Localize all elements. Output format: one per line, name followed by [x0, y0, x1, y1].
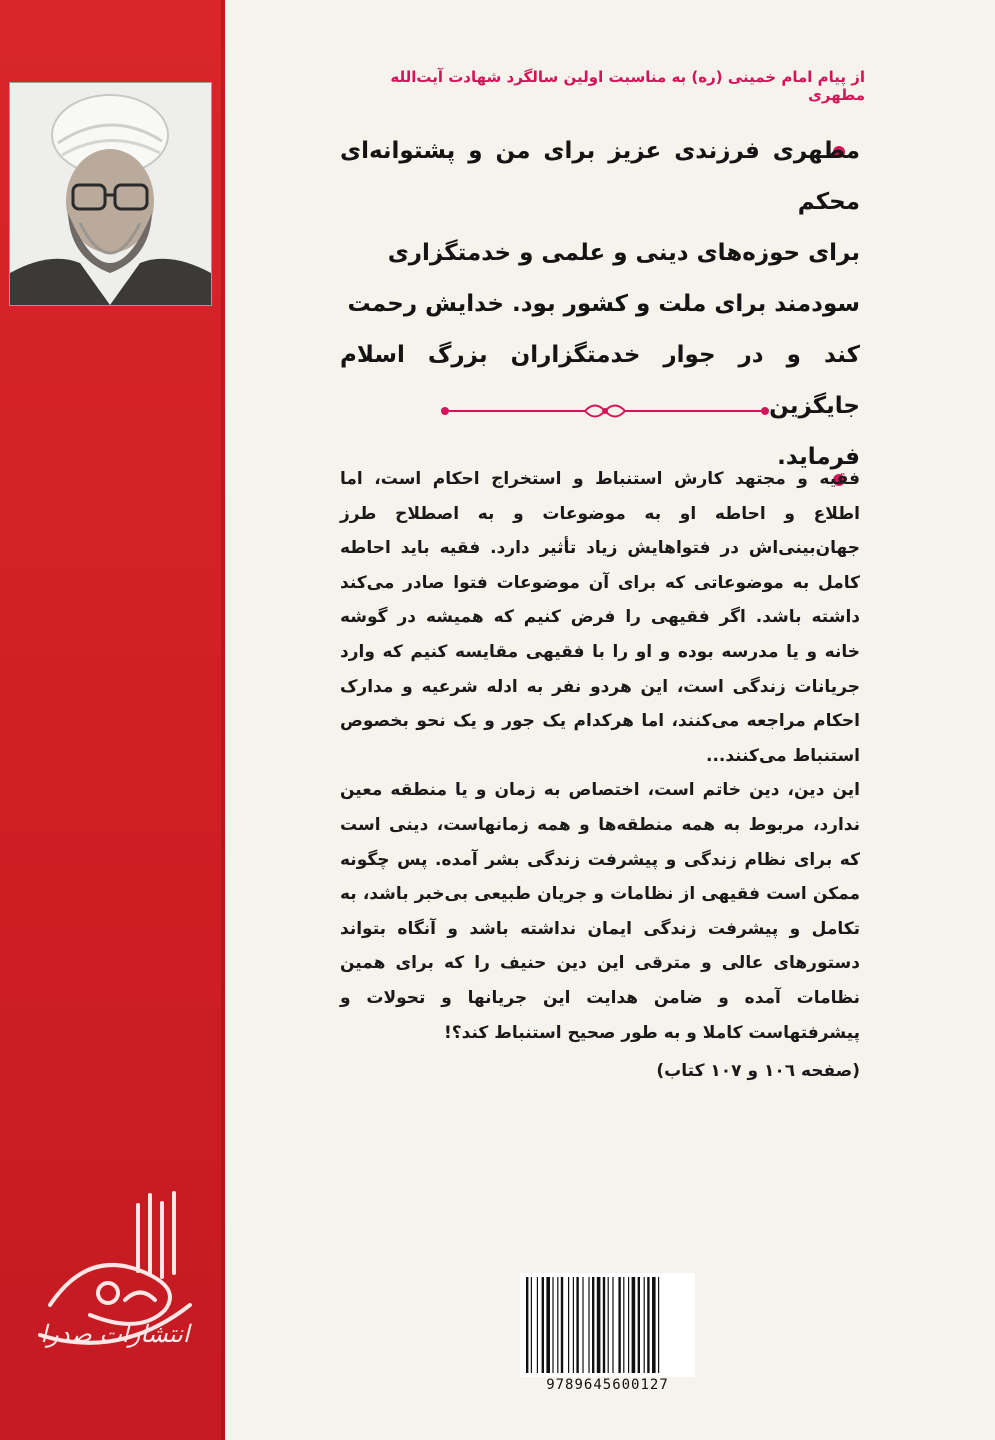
page-citation: (صفحه ١٠٦ و ١٠٧ کتاب)	[656, 1061, 860, 1082]
isbn-number: 9789645600127	[546, 1377, 669, 1393]
khomeini-quote	[340, 126, 860, 483]
excerpt-paragraph: فقیه و مجتهد کارش استنباط و استخراج احکام است، اما اطلاع و احاطه او به موضوعات و به اصطلاح طرز جهان‌بینی‌اش در فتواهایش زیاد تأثیر دارد. فقیه باید احاطه کامل به موضوعاتی که برای آن موضوعات فتوا صادر می‌کند داشته باشد. اگر فقیهی را فرض کنیم که همیشه در گوشه خانه و یا مدرسه بوده و او را با فقیهی مقایسه کنیم که وارد جریانات زندگی است، این هردو نفر به ادله شرعیه و مدارک احکام مراجعه می‌کنند، اما هرکدام یک جور و یک نحو بخصوص استنباط می‌کنند...	[340, 469, 860, 766]
header-quote-source: از پیام امام خمینی (ره) به مناسبت اولین سالگرد شهادت آیت‌الله مطهری	[390, 68, 865, 104]
barcode-bar	[603, 1277, 605, 1373]
author-portrait	[9, 82, 212, 306]
barcode-bar	[561, 1277, 563, 1373]
ornament-divider-icon	[435, 398, 775, 424]
barcode-bar	[557, 1277, 558, 1373]
barcode-bar	[573, 1277, 574, 1373]
barcode-bar	[592, 1277, 594, 1373]
quote-line: سودمند برای ملت و کشور بود. خدایش رحمت	[347, 291, 860, 317]
quote-line: مطهری فرزندی عزیز برای من و پشتوانه‌ای محکم	[340, 138, 860, 215]
barcode-bar	[576, 1277, 578, 1373]
barcode-bar	[526, 1277, 528, 1373]
barcode-icon	[520, 1273, 695, 1377]
barcode-bar	[588, 1277, 589, 1373]
barcode-bar	[537, 1277, 538, 1373]
barcode-bar	[647, 1277, 649, 1373]
barcode-bar	[546, 1277, 550, 1373]
barcode-bar	[623, 1277, 624, 1373]
quote-line: کند و در جوار خدمتگزاران بزرگ اسلام جایگزین	[340, 342, 860, 419]
barcode-bar	[658, 1277, 659, 1373]
quote-line: فرماید.	[777, 444, 860, 470]
barcode-bar	[632, 1277, 636, 1373]
barcode-bar	[597, 1277, 601, 1373]
barcode-bar	[552, 1277, 553, 1373]
barcode-bar	[652, 1277, 656, 1373]
barcode-bar	[542, 1277, 544, 1373]
barcode-bar	[531, 1277, 532, 1373]
barcode-bar	[568, 1277, 569, 1373]
excerpt-paragraph: این دین، دین خاتم است، اختصاص به زمان و یا منطقه معین ندارد، مربوط به همه منطقه‌ها و همه زمانهاست، دینی است که برای نظام زندگی و پیشرفت زندگی بشر آمده. پس چگونه ممکن است فقیهی از نظامات و جریان طبیعی بی‌خبر باشد، به تکامل و پیشرفت زندگی ایمان نداشته باشد و آنگاه بتواند دستورهای عالی و مترقی این دین حنیف را که برای همین نظامات آمده و ضامن هدایت این جریانها و تحولات و پیشرفتهاست کاملا و به طور صحیح استنباط کند؟!	[340, 780, 860, 1043]
barcode-bar	[608, 1277, 609, 1373]
barcode-bar	[638, 1277, 640, 1373]
barcode-bar	[644, 1277, 645, 1373]
barcode-bar	[612, 1277, 613, 1373]
book-excerpt	[340, 462, 860, 1089]
publisher-name: انتشارات صدرا	[40, 1320, 190, 1348]
barcode-bar	[582, 1277, 583, 1373]
quote-line: برای حوزه‌های دینی و علمی و خدمتگزاری	[387, 240, 860, 266]
barcode-bar	[618, 1277, 620, 1373]
barcode-bar	[628, 1277, 629, 1373]
